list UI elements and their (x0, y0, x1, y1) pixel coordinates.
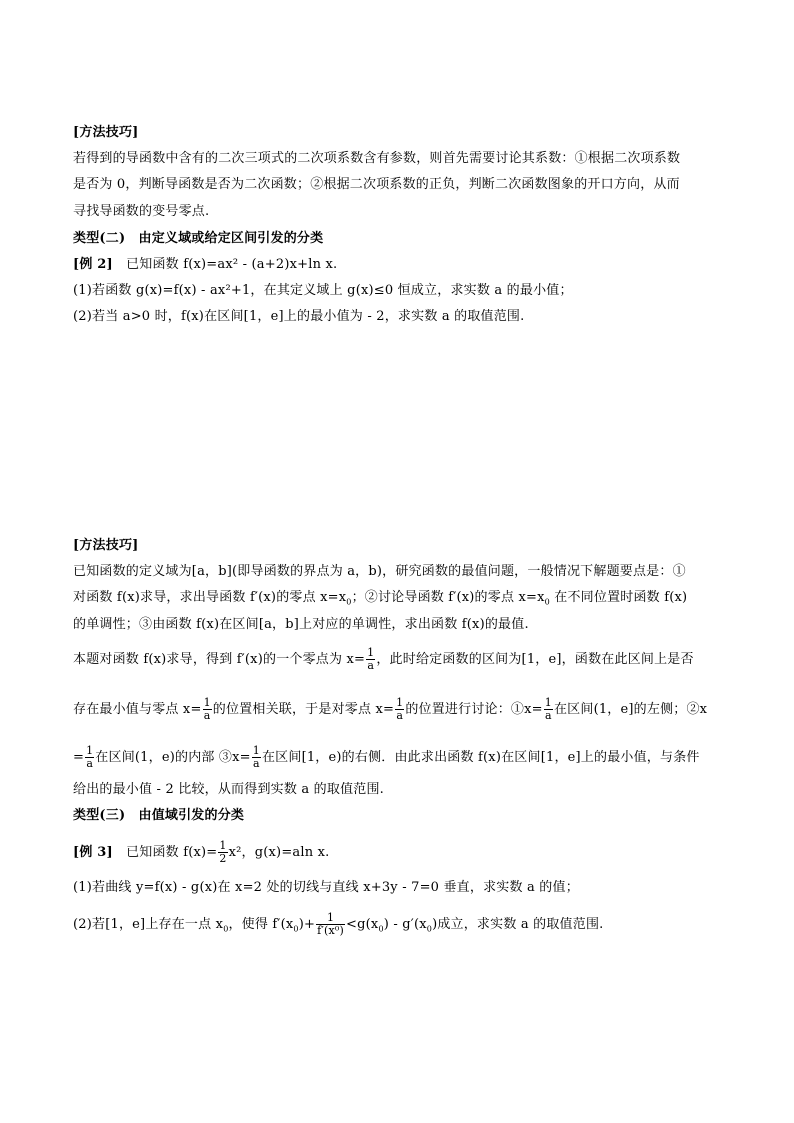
method2-line-2 (73, 589, 687, 607)
fraction-1-over-a (366, 647, 375, 672)
subscript: 0 (346, 597, 352, 607)
fraction-numerator: 1 (219, 839, 227, 852)
text-segment: 对函数 f(x)求导，求出导函数 f′(x)的零点 x=x (73, 590, 347, 605)
method-line-3: 寻找导函数的变号零点. (73, 204, 210, 219)
fraction-numerator: 1 (86, 744, 94, 757)
fraction-denominator: a (86, 757, 94, 770)
text-segment: 在区间(1，e)的内部 ③x= (95, 750, 251, 765)
method-heading-1: [方法技巧] (73, 125, 139, 140)
subscript: 0 (293, 924, 299, 934)
fraction-1-over-a (544, 697, 553, 722)
text-segment: = (73, 750, 85, 765)
text-segment: 在区间(1，e]的左侧；②x (553, 702, 708, 717)
method-line-1: 若得到的导函数中含有的二次三项式的二次项系数含有参数，则首先需要讨论其系数：①根据二次项系数 (73, 151, 681, 166)
fraction-reciprocal (316, 912, 345, 937)
fraction-denominator: f′(x⁰) (317, 924, 345, 937)
text-segment: ，使得 f′(x (228, 917, 294, 932)
analysis-line-2 (73, 697, 707, 722)
text-segment: <g(x (346, 917, 379, 932)
text-segment: 的位置进行讨论：①x= (405, 702, 543, 717)
example2 (73, 256, 337, 274)
text-segment: x²，g(x)=aln x. (228, 845, 330, 860)
example3-q1: (1)若曲线 y=f(x) - g(x)在 x=2 处的切线与直线 x+3y - 7=0 垂直，求实数 a 的值； (73, 880, 579, 895)
fraction-numerator: 1 (396, 696, 404, 709)
fraction-numerator: 1 (367, 646, 375, 659)
type3-heading: 类型(三) 由值域引发的分类 (73, 808, 245, 823)
example2-label: [例 2] (73, 257, 113, 272)
fraction-denominator: a (367, 659, 375, 672)
method-heading-2: [方法技巧] (73, 538, 139, 553)
text-segment: ；②讨论导函数 f′(x)的零点 x=x (351, 590, 545, 605)
fraction-1-over-a (395, 697, 404, 722)
example2-q2: (2)若当 a>0 时，f(x)在区间[1，e]上的最小值为 - 2，求实数 a 的取值范围. (73, 309, 525, 324)
fraction-1-over-a (252, 745, 261, 770)
text-segment: 已知函数 f(x)= (112, 845, 218, 860)
example2-text: 已知函数 f(x)=ax² - (a+2)x+ln x. (112, 257, 338, 272)
text-segment: 本题对函数 f(x)求导，得到 f′(x)的一个零点为 x= (73, 652, 366, 667)
fraction-1-over-2 (218, 840, 227, 865)
analysis-line-1 (73, 647, 694, 672)
text-segment: )成立，求实数 a 的取值范围. (432, 917, 604, 932)
fraction-denominator: 2 (219, 852, 227, 865)
fraction-numerator: 1 (544, 696, 552, 709)
fraction-denominator: a (396, 709, 404, 722)
example3-q2 (73, 912, 603, 937)
fraction-numerator: 1 (252, 744, 260, 757)
subscript: 0 (378, 924, 384, 934)
text-segment: ) - g′(x (383, 917, 427, 932)
example3-label: [例 3] (73, 845, 113, 860)
text-segment: 的位置相关联，于是对零点 x= (212, 702, 395, 717)
analysis-line-4: 给出的最小值 - 2 比较，从而得到实数 a 的取值范围. (73, 782, 385, 797)
subscript: 0 (426, 924, 433, 934)
method-line-2: 是否为 0，判断导函数是否为二次函数；②根据二次项系数的正负，判断二次函数图象的开口方向，从而 (73, 177, 680, 192)
fraction-numerator: 1 (316, 912, 345, 925)
subscript: 0 (544, 597, 550, 607)
type2-heading: 类型(二) 由定义域或给定区间引发的分类 (73, 231, 324, 246)
fraction-1-over-a (203, 697, 212, 722)
text-segment: (2)若[1，e]上存在一点 x (73, 917, 224, 932)
analysis-line-3 (73, 745, 700, 770)
text-segment: 在不同位置时函数 f(x) (549, 590, 688, 605)
text-segment: 在区间[1，e)的右侧．由此求出函数 f(x)在区间[1，e]上的最小值，与条件 (261, 750, 700, 765)
example2-q1: (1)若函数 g(x)=f(x) - ax²+1，在其定义域上 g(x)≤0 恒成立，求实数 a 的最小值； (73, 283, 573, 298)
fraction-numerator: 1 (203, 696, 211, 709)
fraction-denominator: a (252, 757, 260, 770)
method2-line-3: 的单调性；③由函数 f(x)在区间[a，b]上对应的单调性，求出函数 f(x)的最值. (73, 617, 529, 632)
text-segment: 存在最小值与零点 x= (73, 702, 202, 717)
fraction-denominator: a (203, 709, 211, 722)
subscript: 0 (223, 924, 229, 934)
method2-line-1: 已知函数的定义域为[a，b](即导函数的界点为 a，b)，研究函数的最值问题，一般情况下解题要点是：① (73, 564, 686, 579)
example3 (73, 840, 330, 865)
text-segment: ，此时给定函数的区间为[1，e]，函数在此区间上是否 (376, 652, 694, 667)
fraction-1-over-a (85, 745, 94, 770)
text-segment: )+ (298, 917, 316, 932)
fraction-denominator: a (544, 709, 552, 722)
